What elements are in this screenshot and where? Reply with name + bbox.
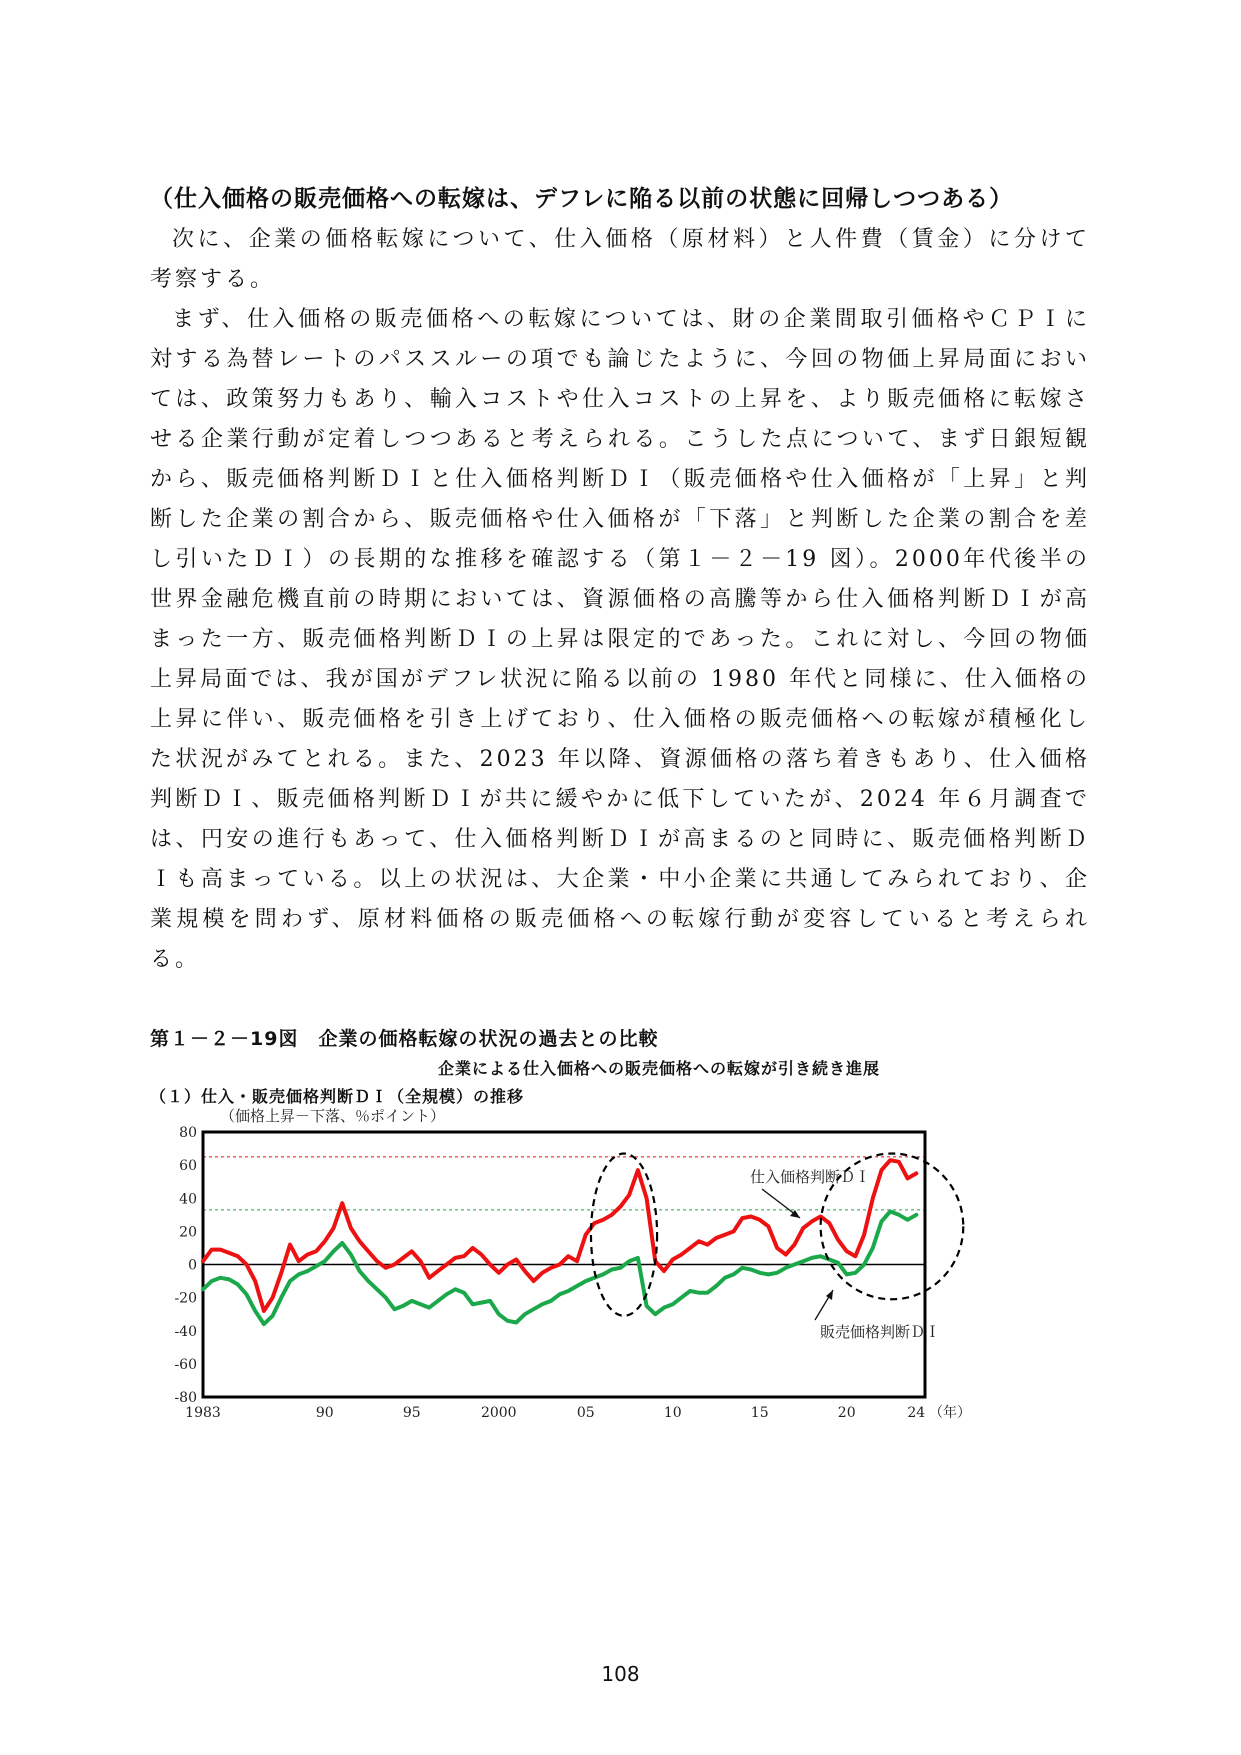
- highlight-ellipse-1: [591, 1154, 657, 1316]
- purchase-di-label: 仕入価格判断ＤＩ: [750, 1168, 871, 1186]
- series-line-sales: [203, 1212, 916, 1325]
- sales-arrowhead: [826, 1290, 833, 1300]
- y-tick-label: -40: [174, 1323, 197, 1340]
- annotation-layer: [750, 1168, 940, 1341]
- x-tick-label: 24: [907, 1405, 926, 1421]
- chart: [150, 1105, 1090, 1435]
- y-tick-label: 60: [179, 1158, 197, 1175]
- panel-title: （１）仕入・販売価格判断ＤＩ（全規模）の推移: [150, 1087, 525, 1106]
- y-tick-label: 40: [179, 1191, 197, 1208]
- x-tick-label: 2000: [480, 1405, 517, 1421]
- unit-label: （価格上昇－下落、％ポイント）: [220, 1107, 446, 1125]
- x-unit-label: （年）: [929, 1405, 971, 1421]
- y-tick-label: -20: [174, 1290, 197, 1307]
- y-tick-label: 80: [179, 1125, 197, 1141]
- x-tick-label: 15: [750, 1405, 769, 1421]
- paragraph-1: 次に、企業の価格転嫁について、仕入価格（原材料）と人件費（賃金）に分けて考察する。: [150, 227, 1090, 292]
- figure-title: 第１－２－19図 企業の価格転嫁の状況の過去との比較: [150, 1028, 659, 1050]
- body-text: [150, 220, 1090, 980]
- page-number: 108: [601, 1662, 640, 1686]
- y-tick-label: 20: [179, 1224, 197, 1241]
- x-tick-label: 90: [315, 1405, 334, 1421]
- sales-di-label: 販売価格判断ＤＩ: [820, 1323, 941, 1341]
- section-heading: （仕入価格の販売価格への転嫁は、デフレに陥る以前の状態に回帰しつつある）: [150, 186, 1014, 212]
- paragraph-2: まず、仕入価格の販売価格への転嫁については、財の企業間取引価格やＣＰＩに対する為替レートのパススルーの項でも論じたように、今回の物価上昇局面においては、政策努力もあり、輸入コストや仕入コストの上昇を、より販売価格に転嫁させる企業行動が定着しつつあると考えられる。こうした点について、まず日銀短観から、販売価格判断ＤＩと仕入価格判断ＤＩ（販売価格や仕入価格が「上昇」と判断した企業の割合から、販売価格や仕入価格が「下落」と判断した企業の割合を差し引いたＤＩ）の長期的な推移を確認する（第１－２－19 図）。2000年代後半の世界金融危機直前の時期においては、資源価格の高騰等から仕入価格判断ＤＩが高まった一方、販売価格判断ＤＩの上昇は限定的であった。これに対し、今回の物価上昇局面では、我が国がデフレ状況に陥る以前の 1980 年代と同様に、仕入価格の上昇に伴い、販売価格を引き上げており、仕入価格の販売価格への転嫁が積極化した状況がみてとれる。また、2023 年以降、資源価格の落ち着きもあり、仕入価格判断ＤＩ、販売価格判断ＤＩが共に緩やかに低下していたが、2024 年６月調査では、円安の進行もあって、仕入価格判断ＤＩが高まるのと同時に、販売価格判断ＤＩも高まっている。以上の状況は、大企業・中小企業に共通してみられており、企業規模を問わず、原材料価格の販売価格への転嫁行動が変容していると考えられる。: [150, 307, 1090, 972]
- y-tick-label: 0: [188, 1257, 197, 1274]
- x-tick-label: 20: [837, 1405, 856, 1421]
- x-tick-label: 95: [402, 1405, 421, 1421]
- x-tick-label: 05: [576, 1405, 595, 1421]
- chart-svg: [150, 1105, 1090, 1435]
- figure-subtitle: 企業による仕入価格への販売価格への転嫁が引き続き進展: [437, 1059, 880, 1078]
- y-tick-label: -60: [174, 1356, 197, 1373]
- x-tick-label: 10: [663, 1405, 682, 1421]
- x-tick-label: 1983: [185, 1405, 221, 1421]
- y-tick-label: -80: [174, 1390, 197, 1406]
